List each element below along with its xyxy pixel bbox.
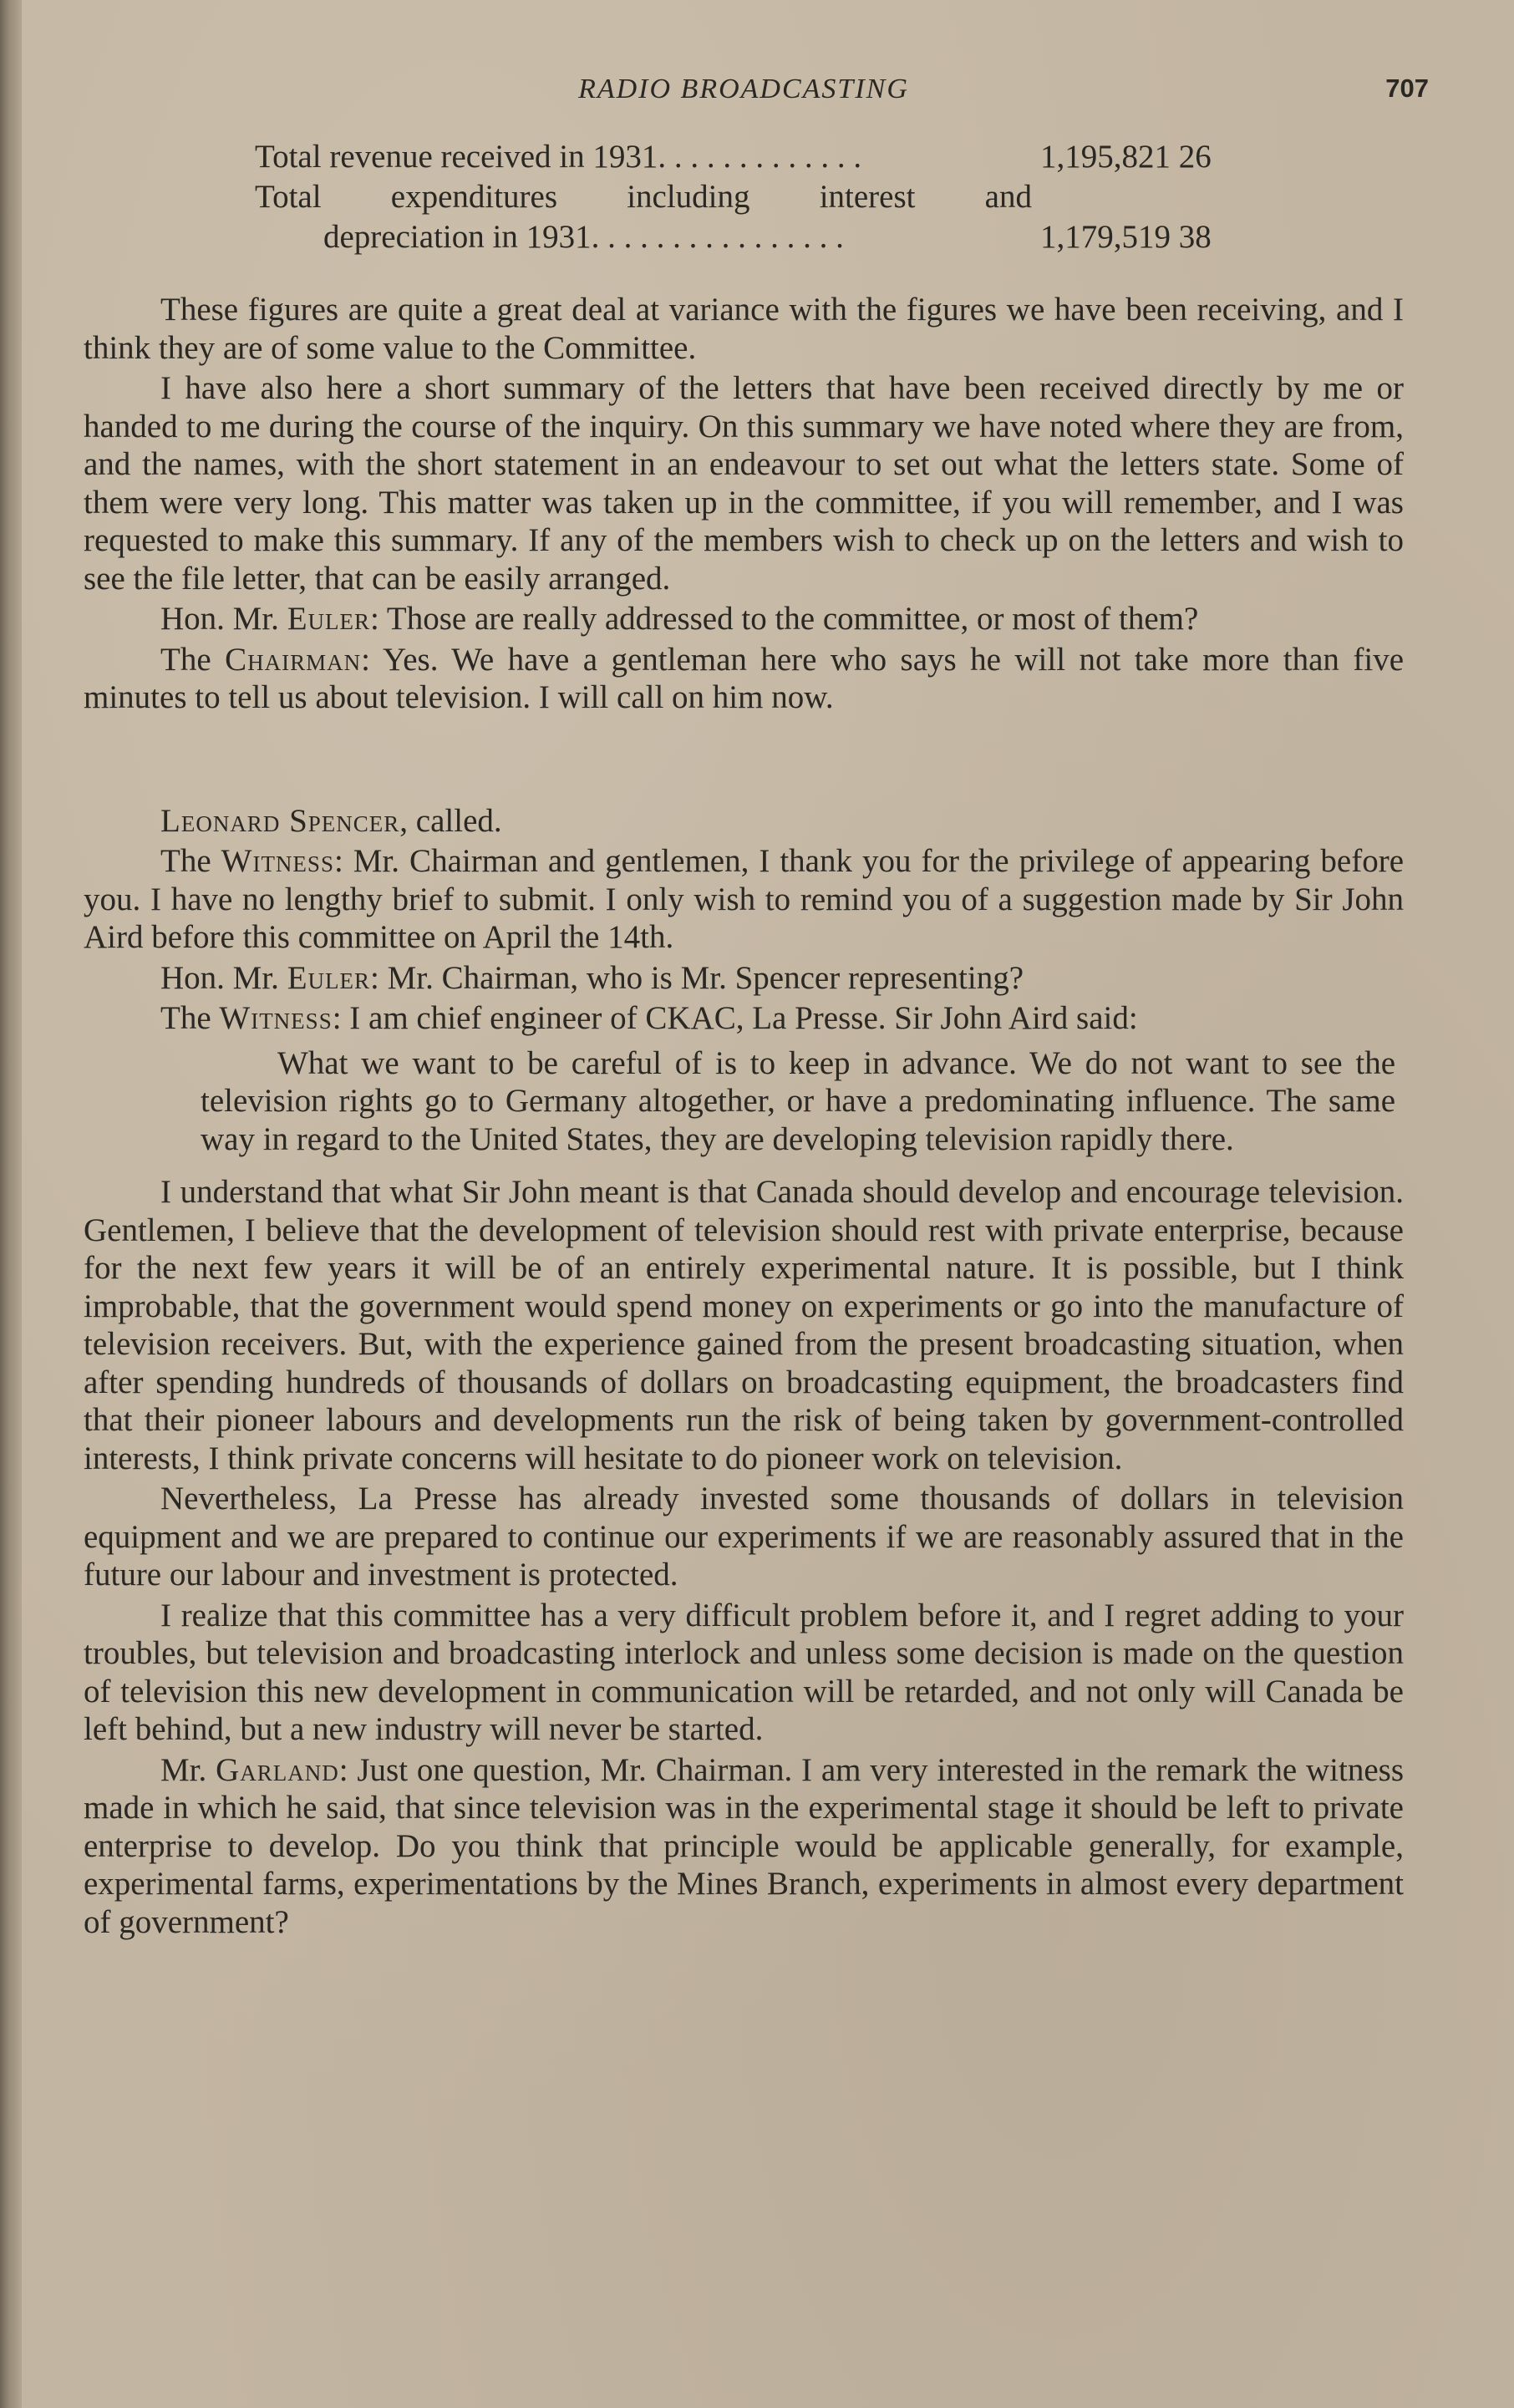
speaker-paragraph [84, 1751, 1404, 1942]
speaker-paragraph [84, 999, 1404, 1038]
speaker-name: Euler [287, 601, 371, 637]
speaker-prefix: Hon. Mr. [160, 959, 287, 996]
running-title: RADIO BROADCASTING [578, 74, 909, 104]
paragraph: I realize that this committee has a very difficult problem before it, and I regret adding to your troubles, but television and broadcasting interlock and unless some decision is made on the question of television this new development in communication will be retarded, and not only will Canada be left behind, but a new industry will never be started. [84, 1597, 1404, 1747]
page-number: 707 [1385, 74, 1429, 103]
speech-text: : Mr. Chairman, who is Mr. Spencer representing? [370, 959, 1024, 996]
expenditures-word: Total [255, 179, 322, 215]
depreciation-amount: 1,179,519 38 [1040, 219, 1212, 255]
revenue-row [255, 137, 1241, 177]
revenue-amount: 1,195,821 26 [1040, 139, 1212, 175]
transcript-body [84, 291, 1404, 1941]
paragraph: These figures are quite a great deal at variance with the figures we have been receiving, and I think they are of some value to the Committee. [84, 292, 1404, 366]
speaker-name: Chairman [225, 641, 362, 678]
depreciation-label: depreciation in 1931. . . . . . . . . . . . . . . . [323, 219, 844, 255]
page-binding-edge [0, 0, 22, 2408]
speech-text: : I am chief engineer of CKAC, La Presse. Sir John Aird said: [332, 1000, 1138, 1036]
speaker-prefix: The [160, 1000, 220, 1036]
speaker-paragraph [84, 959, 1404, 998]
speaker-name: Garland [216, 1751, 339, 1788]
running-head [84, 67, 1429, 117]
speaker-paragraph [84, 842, 1404, 957]
expenditures-label [255, 177, 1241, 217]
speaker-prefix: The [160, 843, 221, 879]
financial-summary [255, 137, 1241, 257]
paragraph: I have also here a short summary of the letters that have been received directly by me or handed to me during the course of the inquiry. On this summary we have noted where they are from, and the names, with the short statement in an endeavour to set out what the letters state. Some of them were very long. This matter was taken up in the committee, if you will remember, and I was requested to make this summary. If any of the members wish to check up on the letters and wish to see the file letter, that can be easily arranged. [84, 370, 1404, 597]
block-quote: What we want to be careful of is to keep in advance. We do not want to see the television rights go to Germany altogether, or have a predominating influence. The same way in regard to the United States, they are developing television rapidly there. [201, 1044, 1395, 1157]
witness-name: Leonard Spencer [160, 802, 400, 839]
speech-text: : Just one question, Mr. Chairman. I am very interested in the remark the witness made in which he said, that since television was in the experimental stage it should be left to private enterprise to develop. Do you think that principle would be applicable generally, for example, experimental farms, experimentations by the Mines Branch, experiments in almost every department of government? [84, 1751, 1404, 1940]
speaker-name: Euler [287, 959, 371, 996]
speaker-prefix: Mr. [160, 1751, 216, 1788]
speaker-name: Witness [221, 843, 334, 879]
speech-text: : Yes. We have a gentleman here who says he will not take more than five minutes to tell us about television. I will call on him now. [84, 641, 1404, 715]
paragraph: I understand that what Sir John meant is that Canada should develop and encourage television. Gentlemen, I believe that the development of television should rest with private enterprise, because for the next few years it will be of an entirely experimental nature. It is possible, but I think improbable, that the government would spend money on experiments or go into the manufacture of television receivers. But, with the experience gained from the present broadcasting situation, when after spending hundreds of thousands of dollars on broadcasting equipment, the broadcasters find that their pioneer labours and developments run the risk of being taken by government-controlled interests, I think private concerns will hesitate to do pioneer work on television. [84, 1174, 1404, 1476]
paragraph: Nevertheless, La Presse has already invested some thousands of dollars in television equipment and we are prepared to continue our experiments if we are reasonably assured that in the future our labour and investment is protected. [84, 1481, 1404, 1593]
speaker-paragraph [84, 600, 1404, 638]
witness-called-line [84, 802, 1404, 841]
speaker-prefix: The [160, 641, 226, 678]
speaker-prefix: Hon. Mr. [160, 601, 287, 637]
expenditures-word: interest [819, 179, 916, 215]
speech-text: : Those are really addressed to the committee, or most of them? [370, 601, 1199, 637]
document-page [84, 67, 1429, 1943]
expenditures-word: and [984, 179, 1032, 215]
speaker-paragraph [84, 641, 1404, 717]
called-text: , called. [399, 802, 502, 839]
depreciation-row [255, 217, 1241, 257]
revenue-label: Total revenue received in 1931. . . . . . . . . . . . . [255, 139, 862, 175]
speaker-name: Witness [219, 1000, 333, 1036]
expenditures-word: including [627, 179, 750, 215]
expenditures-row [255, 177, 1241, 217]
expenditures-word: expenditures [390, 179, 558, 215]
speech-text: : Mr. Chairman and gentlemen, I thank you for the privilege of appearing before you. I have no lengthy brief to submit. I only wish to remind you of a suggestion made by Sir John Aird before this committee on April the 14th. [84, 843, 1404, 955]
